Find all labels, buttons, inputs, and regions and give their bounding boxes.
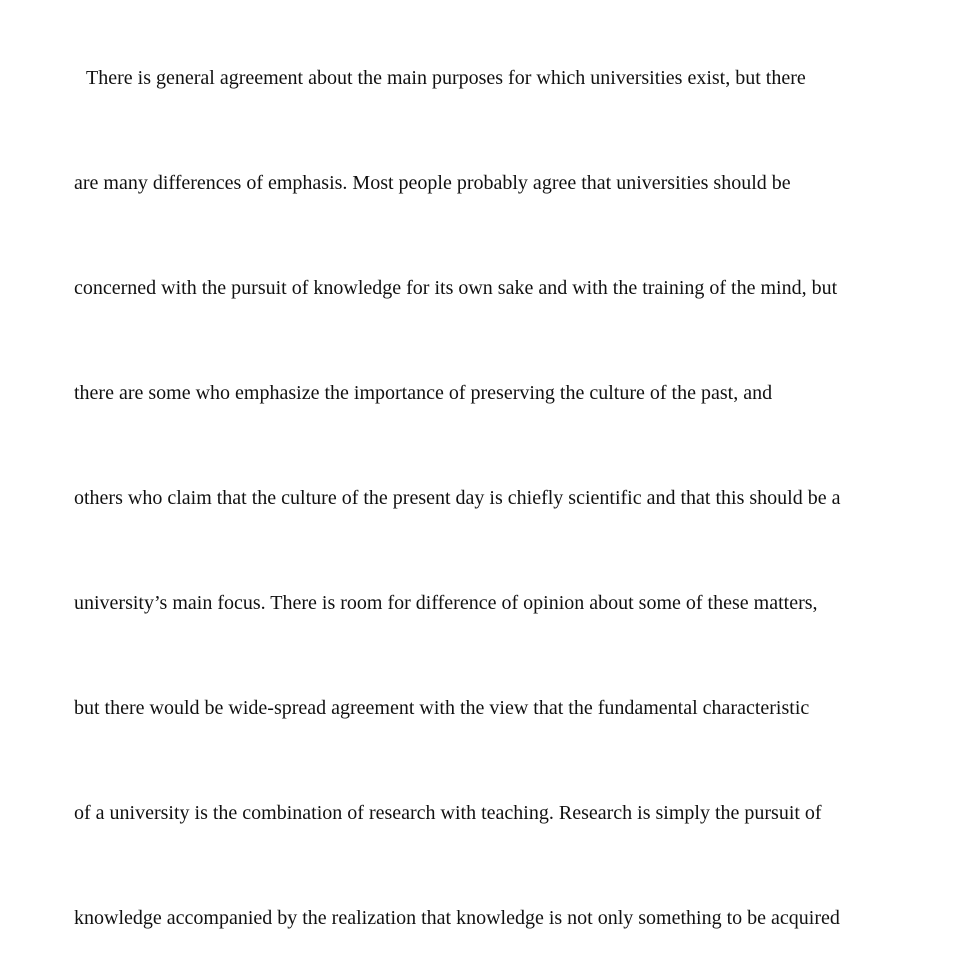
paragraph-line-4: there are some who emphasize the importance of preserving the culture of the past, and xyxy=(74,382,773,404)
paragraph-line-8: of a university is the combination of research with teaching. Research is simply the pursuit of xyxy=(74,802,822,824)
paragraph-line-5: others who claim that the culture of the present day is chiefly scientific and that this should be a xyxy=(74,487,841,509)
paragraph-line-2: are many differences of emphasis. Most people probably agree that universities should be xyxy=(74,172,791,194)
paragraph-line-3: concerned with the pursuit of knowledge for its own sake and with the training of the mind, but xyxy=(74,277,838,299)
paragraph-line-7: but there would be wide-spread agreement with the view that the fundamental characteristic xyxy=(74,697,810,719)
paragraph-line-6: university’s main focus. There is room for difference of opinion about some of these matters, xyxy=(74,592,818,614)
paragraph-line-9: knowledge accompanied by the realization that knowledge is not only something to be acquired xyxy=(74,907,840,929)
paragraph-line-1: There is general agreement about the main purposes for which universities exist, but there xyxy=(86,67,806,89)
